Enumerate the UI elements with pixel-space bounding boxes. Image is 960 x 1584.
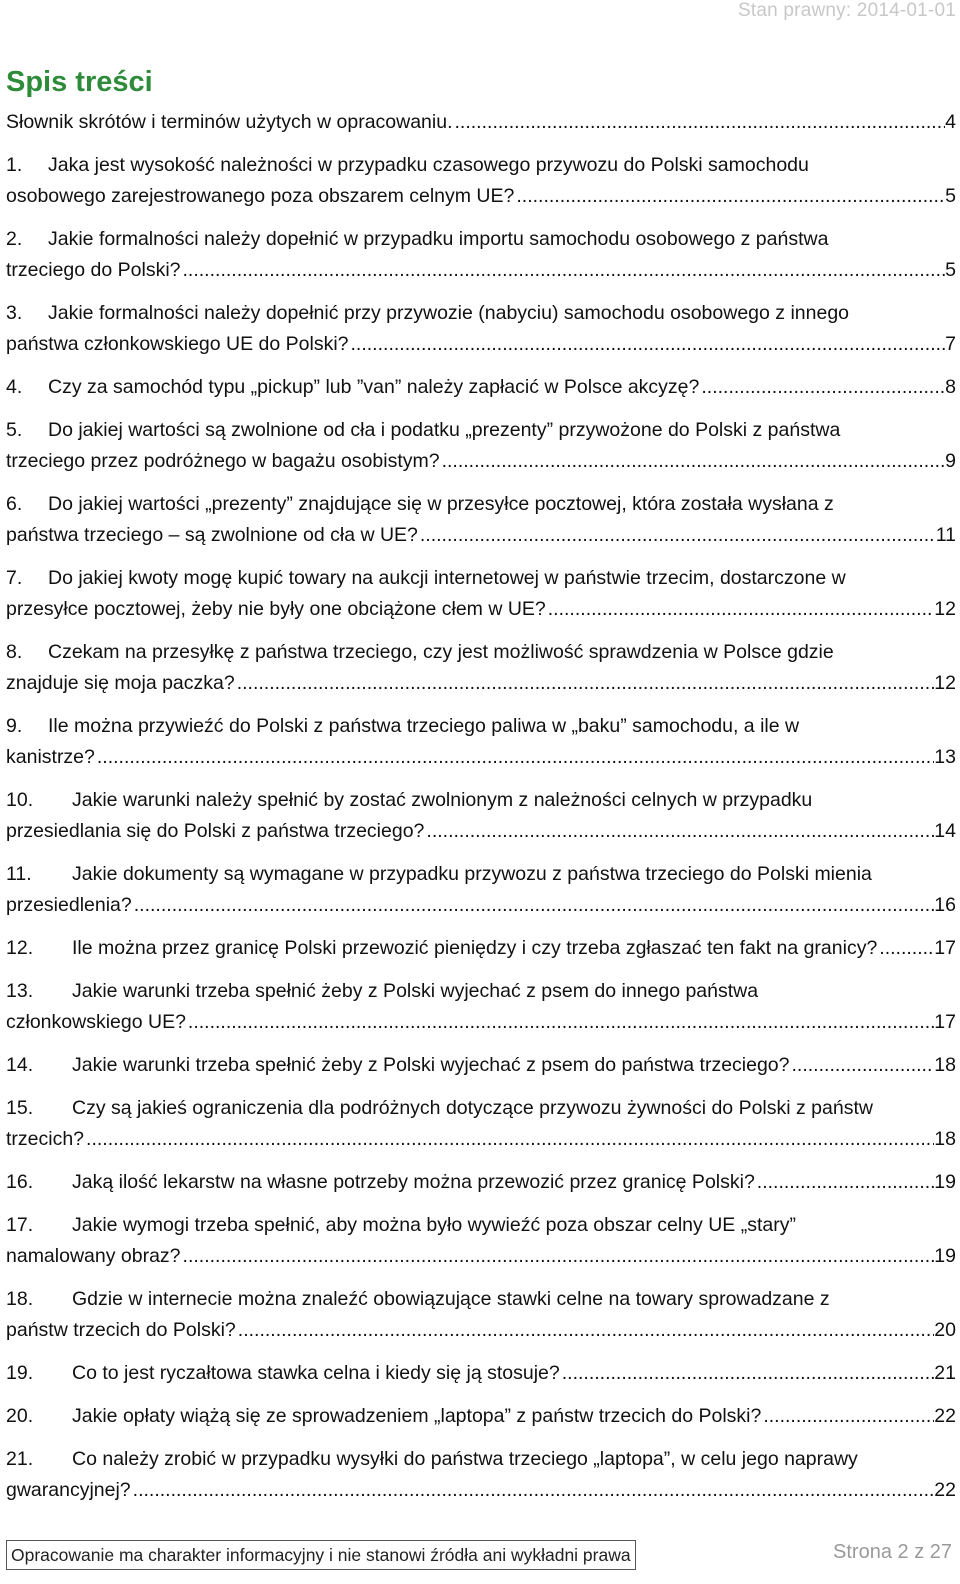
toc-entry-number: 12. [6, 937, 34, 959]
toc-entry-number: 16. [6, 1171, 34, 1193]
toc-entry-number: 5. [6, 419, 23, 441]
toc-page-number: 19 [934, 1245, 956, 1267]
toc-entry-text: trzeciego przez podróżnego w bagażu osobistym? [6, 450, 440, 472]
toc-entry-text: namalowany obraz? [6, 1245, 181, 1267]
toc-dot-leader [514, 181, 945, 212]
toc-entry[interactable] [6, 107, 956, 138]
table-of-contents-title: Spis treści [6, 66, 153, 98]
toc-entry-number: 10. [6, 789, 34, 811]
toc-entry-text: przesyłce pocztowej, żeby nie były one obciążone cłem w UE? [6, 598, 546, 620]
toc-entry-text: Co należy zrobić w przypadku wysyłki do państwa trzeciego „laptopa”, w celu jego naprawy [72, 1448, 858, 1470]
toc-entry-text: Do jakiej kwoty mogę kupić towary na aukcji internetowej w państwie trzecim, dostarczone w [48, 567, 846, 589]
toc-entry-text: Jakie opłaty wiążą się ze sprowadzeniem „laptopa” z państw trzecich do Polski? [72, 1405, 762, 1427]
toc-dot-leader [181, 255, 946, 286]
toc-entry-text: Jakie formalności należy dopełnić w przypadku importu samochodu osobowego z państwa [48, 228, 829, 250]
toc-entry-number: 9. [6, 715, 23, 737]
toc-page-number: 18 [934, 1128, 956, 1150]
toc-entry-number: 11. [6, 863, 32, 885]
toc-dot-leader [877, 933, 934, 964]
toc-entry[interactable] [6, 1050, 956, 1081]
toc-entry-text: Co to jest ryczałtowa stawka celna i kiedy się ją stosuje? [72, 1362, 560, 1384]
toc-entry-number: 13. [6, 980, 34, 1002]
toc-entry-text: znajduje się moja paczka? [6, 672, 235, 694]
toc-entry[interactable] [6, 1284, 956, 1346]
toc-page-number: 5 [945, 259, 956, 281]
toc-entry-text: osobowego zarejestrowanego poza obszarem celnym UE? [6, 185, 515, 207]
toc-dot-leader [755, 1167, 935, 1198]
toc-entry-number: 3. [6, 302, 23, 324]
toc-page-number: 9 [945, 450, 956, 472]
toc-entry-text: przesiedlania się do Polski z państwa trzeciego? [6, 820, 425, 842]
toc-entry[interactable] [6, 1444, 956, 1506]
toc-entry-text: Gdzie w internecie można znaleźć obowiązujące stawki celne na towary sprowadzane z [72, 1288, 830, 1310]
toc-entry-text: Czekam na przesyłkę z państwa trzeciego, czy jest możliwość sprawdzenia w Polsce gdzie [48, 641, 834, 663]
toc-entry-number: 14. [6, 1054, 34, 1076]
toc-entry-text: państwa trzeciego – są zwolnione od cła w UE? [6, 524, 418, 546]
toc-page-number: 21 [934, 1362, 956, 1384]
toc-page-number: 19 [934, 1171, 956, 1193]
toc-dot-leader [131, 1475, 935, 1506]
toc-dot-leader [424, 816, 934, 847]
toc-entry[interactable] [6, 1167, 956, 1198]
toc-dot-leader [349, 329, 946, 360]
footer-disclaimer: Opracowanie ma charakter informacyjny i nie stanowi źródła ani wykładni prawa [6, 1540, 636, 1570]
toc-entry-text: Do jakiej wartości „prezenty” znajdujące się w przesyłce pocztowej, która została wysłana z [48, 493, 834, 515]
toc-dot-leader [560, 1358, 935, 1389]
toc-page-number: 22 [934, 1405, 956, 1427]
toc-page-number: 8 [945, 376, 956, 398]
toc-entry-text: Do jakiej wartości są zwolnione od cła i podatku „prezenty” przywożone do Polski z państwa [48, 419, 841, 441]
toc-page-number: 16 [934, 894, 956, 916]
document-status-date: Stan prawny: 2014-01-01 [738, 0, 956, 21]
toc-page-number: 14 [934, 820, 956, 842]
toc-entry[interactable] [6, 1358, 956, 1389]
toc-entry-number: 2. [6, 228, 23, 250]
toc-entry[interactable] [6, 415, 956, 477]
toc-page-number: 17 [934, 937, 956, 959]
toc-entry-text: gwarancyjnej? [6, 1479, 131, 1501]
toc-entry-text: trzecich? [6, 1128, 85, 1150]
toc-entry[interactable] [6, 224, 956, 286]
toc-page-number: 13 [934, 746, 956, 768]
toc-entry-number: 7. [6, 567, 23, 589]
toc-page-number: 20 [934, 1319, 956, 1341]
toc-entry-text: Jakie warunki trzeba spełnić żeby z Polski wyjechać z psem do innego państwa [72, 980, 759, 1002]
toc-dot-leader [186, 1007, 934, 1038]
toc-entry-text: Słownik skrótów i terminów użytych w opracowaniu. [6, 111, 453, 133]
toc-page-number: 17 [934, 1011, 956, 1033]
toc-entry-text: Jakie dokumenty są wymagane w przypadku przywozu z państwa trzeciego do Polski mienia [72, 863, 872, 885]
toc-entry-number: 15. [6, 1097, 34, 1119]
toc-entry-number: 4. [6, 376, 23, 398]
toc-entry[interactable] [6, 785, 956, 847]
toc-page-number: 5 [945, 185, 956, 207]
toc-entry-number: 21. [6, 1448, 34, 1470]
toc-page-number: 22 [934, 1479, 956, 1501]
toc-dot-leader [84, 1124, 934, 1155]
footer-page-number: Strona 2 z 27 [833, 1541, 952, 1563]
toc-entry-text: Jakie warunki należy spełnić by zostać zwolnionym z należności celnych w przypadku [72, 789, 813, 811]
toc-entry[interactable] [6, 711, 956, 773]
toc-entry-text: Jaką ilość lekarstw na własne potrzeby można przewozić przez granicę Polski? [72, 1171, 755, 1193]
toc-entry-text: państw trzecich do Polski? [6, 1319, 236, 1341]
toc-page-number: 11 [935, 524, 956, 546]
toc-entry-number: 19. [6, 1362, 34, 1384]
toc-entry[interactable] [6, 976, 956, 1038]
toc-entry-number: 8. [6, 641, 23, 663]
toc-page-number: 12 [934, 672, 956, 694]
toc-entry-text: Czy są jakieś ograniczenia dla podróżnych dotyczące przywozu żywności do Polski z państw [72, 1097, 873, 1119]
toc-entry-text: Czy za samochód typu „pickup” lub ”van” należy zapłacić w Polsce akcyzę? [48, 376, 700, 398]
toc-entry-text: trzeciego do Polski? [6, 259, 181, 281]
toc-entry-text: przesiedlenia? [6, 894, 132, 916]
toc-entry-text: Ile można przywieźć do Polski z państwa trzeciego paliwa w „baku” samochodu, a ile w [48, 715, 800, 737]
toc-entry[interactable] [6, 859, 956, 921]
toc-dot-leader [418, 520, 936, 551]
toc-entry-text: Jakie formalności należy dopełnić przy przywozie (nabyciu) samochodu osobowego z innego [48, 302, 850, 324]
table-of-contents [6, 107, 956, 1518]
toc-dot-leader [95, 742, 934, 773]
toc-dot-leader [699, 372, 945, 403]
toc-dot-leader [546, 594, 935, 625]
toc-entry-text: państwa członkowskiego UE do Polski? [6, 333, 349, 355]
toc-entry-text: kanistrze? [6, 746, 95, 768]
toc-entry-text: Jaka jest wysokość należności w przypadku czasowego przywozu do Polski samochodu [48, 154, 809, 176]
toc-entry-number: 1. [6, 154, 23, 176]
toc-entry-text: Jakie wymogi trzeba spełnić, aby można było wywieźć poza obszar celny UE „stary” [72, 1214, 796, 1236]
toc-entry[interactable] [6, 1093, 956, 1155]
toc-dot-leader [790, 1050, 935, 1081]
toc-entry[interactable] [6, 1401, 956, 1432]
toc-entry-number: 6. [6, 493, 23, 515]
toc-dot-leader [181, 1241, 935, 1272]
toc-entry-text: Jakie warunki trzeba spełnić żeby z Polski wyjechać z psem do państwa trzeciego? [72, 1054, 790, 1076]
toc-dot-leader [453, 107, 946, 138]
toc-dot-leader [236, 1315, 935, 1346]
toc-entry-number: 18. [6, 1288, 34, 1310]
toc-entry-text: członkowskiego UE? [6, 1011, 186, 1033]
toc-entry[interactable] [6, 637, 956, 699]
toc-entry[interactable] [6, 563, 956, 625]
toc-page-number: 18 [934, 1054, 956, 1076]
toc-dot-leader [132, 890, 935, 921]
toc-entry[interactable] [6, 489, 956, 551]
toc-dot-leader [440, 446, 946, 477]
toc-entry[interactable] [6, 298, 956, 360]
toc-page-number: 4 [945, 111, 956, 133]
toc-page-number: 7 [945, 333, 956, 355]
toc-entry-number: 17. [6, 1214, 34, 1236]
toc-page-number: 12 [934, 598, 956, 620]
toc-entry-text: Ile można przez granicę Polski przewozić pieniędzy i czy trzeba zgłaszać ten fakt na granicy? [72, 937, 878, 959]
toc-dot-leader [761, 1401, 934, 1432]
toc-entry[interactable] [6, 372, 956, 403]
toc-entry[interactable] [6, 933, 956, 964]
toc-entry[interactable] [6, 150, 956, 212]
toc-dot-leader [235, 668, 935, 699]
toc-entry-number: 20. [6, 1405, 34, 1427]
toc-entry[interactable] [6, 1210, 956, 1272]
